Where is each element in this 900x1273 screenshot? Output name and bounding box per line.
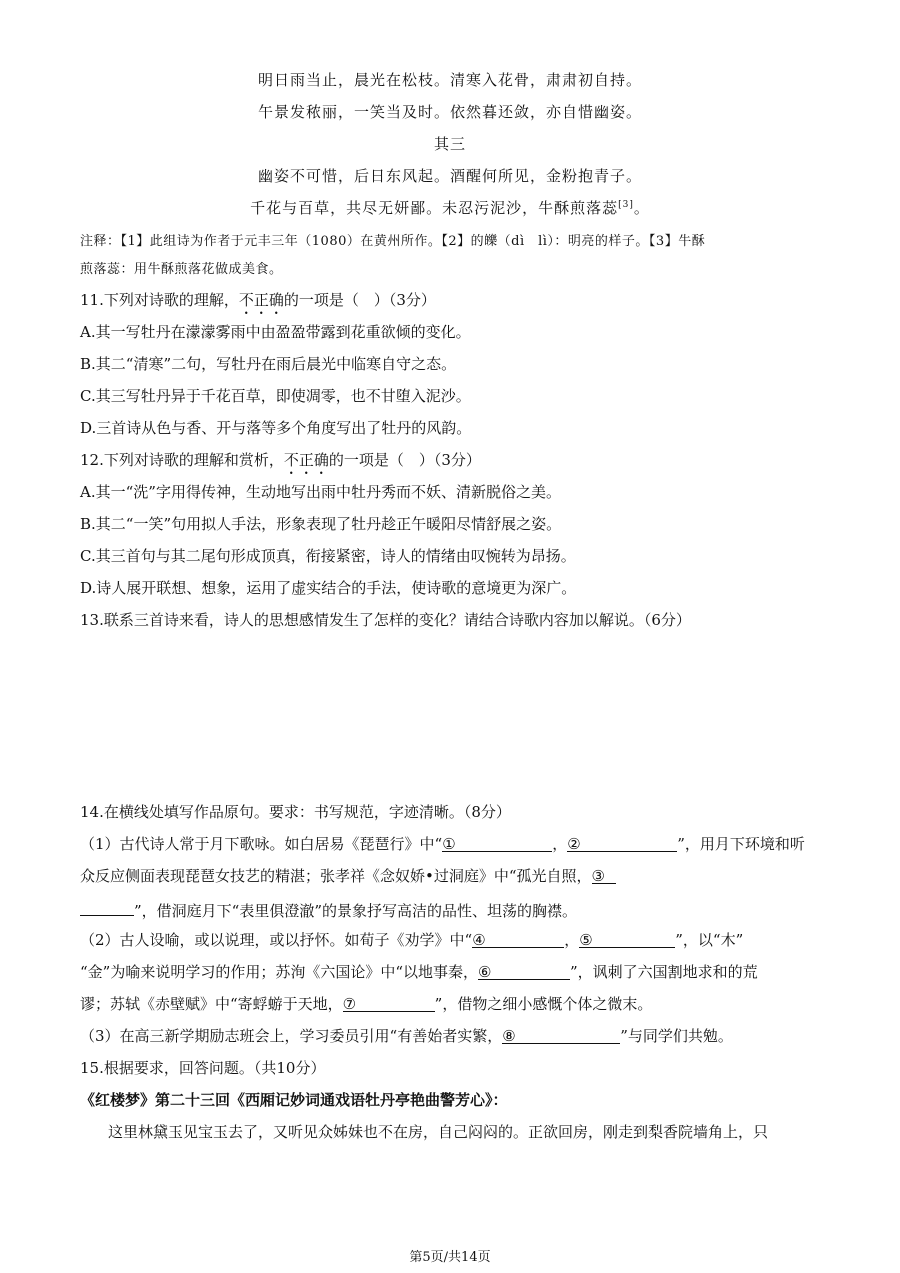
- q14-p1-line-3: [80, 898, 577, 921]
- q14-p1-line-2: [80, 866, 616, 886]
- q11-stem-post: 的一项是（ ）（3分）: [283, 291, 436, 309]
- q11-emphasis: 不正确: [238, 291, 284, 309]
- q14-p2-text-f: ”，借物之细小感慨个体之微末。: [434, 995, 653, 1013]
- q11-option-b: B.其二“清寒”二句，写牡丹在雨后晨光中临寒自守之态。: [80, 355, 457, 373]
- q11-option-a: A.其一写牡丹在濛濛雾雨中由盈盈带露到花重欲倾的变化。: [80, 323, 471, 341]
- blank-8-marker: ⑧: [502, 1027, 516, 1045]
- q14-p3-line-1: [80, 1026, 733, 1046]
- q13-stem: 13.联系三首诗来看，诗人的思想感情发生了怎样的变化？请结合诗歌内容加以解说。（6分）: [80, 611, 691, 629]
- q14-p2-line-1: [80, 930, 743, 950]
- q11-option-c: C.其三写牡丹异于千花百草，即使凋零，也不甘堕入泥沙。: [80, 387, 471, 405]
- q14-p1-text-a: （1）古代诗人常于月下歌咏。如白居易《琵琶行》中“: [80, 835, 443, 853]
- q14-p2-line-2: [80, 962, 758, 982]
- q14-p1-text-c: 众反应侧面表现琵琶女技艺的精湛；张孝祥《念奴娇•过洞庭》中“孤光自照，: [80, 867, 592, 885]
- q11-stem-pre: 11.下列对诗歌的理解，: [80, 291, 239, 309]
- q14-p2-text-c: “金”为喻来说明学习的作用；苏洵《六国论》中“以地事秦，: [80, 963, 479, 981]
- blank-6-marker: ⑥: [478, 963, 492, 981]
- q14-sep-1: ，: [552, 835, 568, 853]
- blank-2[interactable]: [567, 834, 677, 852]
- page-number: 第5页/共14页: [409, 1250, 491, 1265]
- blank-6[interactable]: [478, 962, 570, 980]
- blank-1[interactable]: [442, 834, 552, 852]
- poem-line-1: 明日雨当止，晨光在松枝。清寒入花骨，肃肃初自持。: [257, 71, 642, 89]
- q12-emphasis: 不正确: [283, 451, 329, 469]
- blank-3-continued[interactable]: [80, 898, 134, 916]
- blank-4[interactable]: [472, 930, 564, 948]
- notes-line-2: 煎落蕊：用牛酥煎落花做成美食。: [80, 262, 283, 277]
- blank-5[interactable]: [579, 930, 675, 948]
- blank-4-marker: ④: [472, 931, 486, 949]
- blank-1-marker: ①: [442, 835, 456, 853]
- blank-5-marker: ⑤: [579, 931, 593, 949]
- q14-p3-text-b: ”与同学们共勉。: [620, 1027, 733, 1045]
- q11-stem: [80, 290, 436, 318]
- footnote-marker: [3]: [618, 200, 634, 210]
- poem-line-4-end: 。: [633, 199, 650, 217]
- q15-excerpt-paragraph: 这里林黛玉见宝玉去了，又听见众姊妹也不在房，自己闷闷的。正欲回房，刚走到梨香院墙角上，只: [108, 1123, 769, 1141]
- q12-option-a: A.其一“洗”字用得传神，生动地写出雨中牡丹秀而不妖、清新脱俗之美。: [80, 483, 561, 501]
- poem-line-2: 午景发秾丽，一笑当及时。依然暮还敛，亦自惜幽姿。: [257, 103, 642, 121]
- q14-p1-text-d: ”，借洞庭月下“表里俱澄澈”的景象抒写高洁的品性、坦荡的胸襟。: [134, 902, 578, 920]
- q14-p2-text-d: ”，讽刺了六国割地求和的荒: [570, 963, 758, 981]
- q14-sep-2: ，: [564, 931, 580, 949]
- blank-3[interactable]: [592, 866, 616, 884]
- q14-p1-line-1: [80, 834, 805, 854]
- q14-p1-text-b: ”，用月下环境和听: [677, 835, 805, 853]
- q14-p2-line-3: [80, 994, 652, 1014]
- q15-stem: 15.根据要求，回答问题。（共10分）: [80, 1059, 326, 1077]
- blank-8[interactable]: [502, 1026, 620, 1044]
- q12-stem-pre: 12.下列对诗歌的理解和赏析，: [80, 451, 284, 469]
- q12-option-c: C.其三首句与其二尾句形成顶真，衔接紧密，诗人的情绪由叹惋转为昂扬。: [80, 547, 576, 565]
- q12-option-d: D.诗人展开联想、想象，运用了虚实结合的手法，使诗歌的意境更为深广。: [80, 579, 577, 597]
- poem-line-4-text: 千花与百草，共尽无妍鄙。未忍污泥沙，牛酥煎落蕊: [250, 199, 619, 217]
- q12-stem-post: 的一项是（ ）（3分）: [328, 451, 481, 469]
- q14-p3-text-a: （3）在高三新学期励志班会上，学习委员引用“有善始者实繁，: [80, 1027, 503, 1045]
- q12-option-b: B.其二“一笑”句用拟人手法，形象表现了牡丹趁正午暖阳尽情舒展之姿。: [80, 515, 562, 533]
- poem-line-4: [0, 198, 900, 218]
- blank-2-marker: ②: [567, 835, 581, 853]
- q12-stem: [80, 450, 481, 478]
- poem-line-3: 幽姿不可惜，后日东风起。酒醒何所见，金粉抱青子。: [257, 167, 642, 185]
- poem-section-title: 其三: [433, 135, 466, 153]
- blank-3-marker: ③: [591, 867, 605, 885]
- q14-p2-text-b: ”，以“木”: [675, 931, 744, 949]
- q14-p2-text-a: （2）古人设喻，或以说理，或以抒怀。如荀子《劝学》中“: [80, 931, 473, 949]
- q14-stem: 14.在横线处填写作品原句。要求：书写规范，字迹清晰。（8分）: [80, 803, 511, 821]
- notes-line-1: 注释：【1】此组诗为作者于元丰三年（1080）在黄州所作。【2】的皪（dì lì）：明亮的样子。【3】牛酥: [80, 234, 706, 249]
- q11-option-d: D.三首诗从色与香、开与落等多个角度写出了牡丹的风韵。: [80, 419, 472, 437]
- blank-7-marker: ⑦: [342, 995, 357, 1013]
- blank-7[interactable]: [343, 994, 435, 1012]
- q15-excerpt-title: 《红楼梦》第二十三回《西厢记妙词通戏语牡丹亭艳曲警芳心》：: [80, 1091, 508, 1109]
- q14-p2-text-e: 谬；苏轼《赤壁赋》中“寄蜉蝣于天地，: [80, 995, 343, 1013]
